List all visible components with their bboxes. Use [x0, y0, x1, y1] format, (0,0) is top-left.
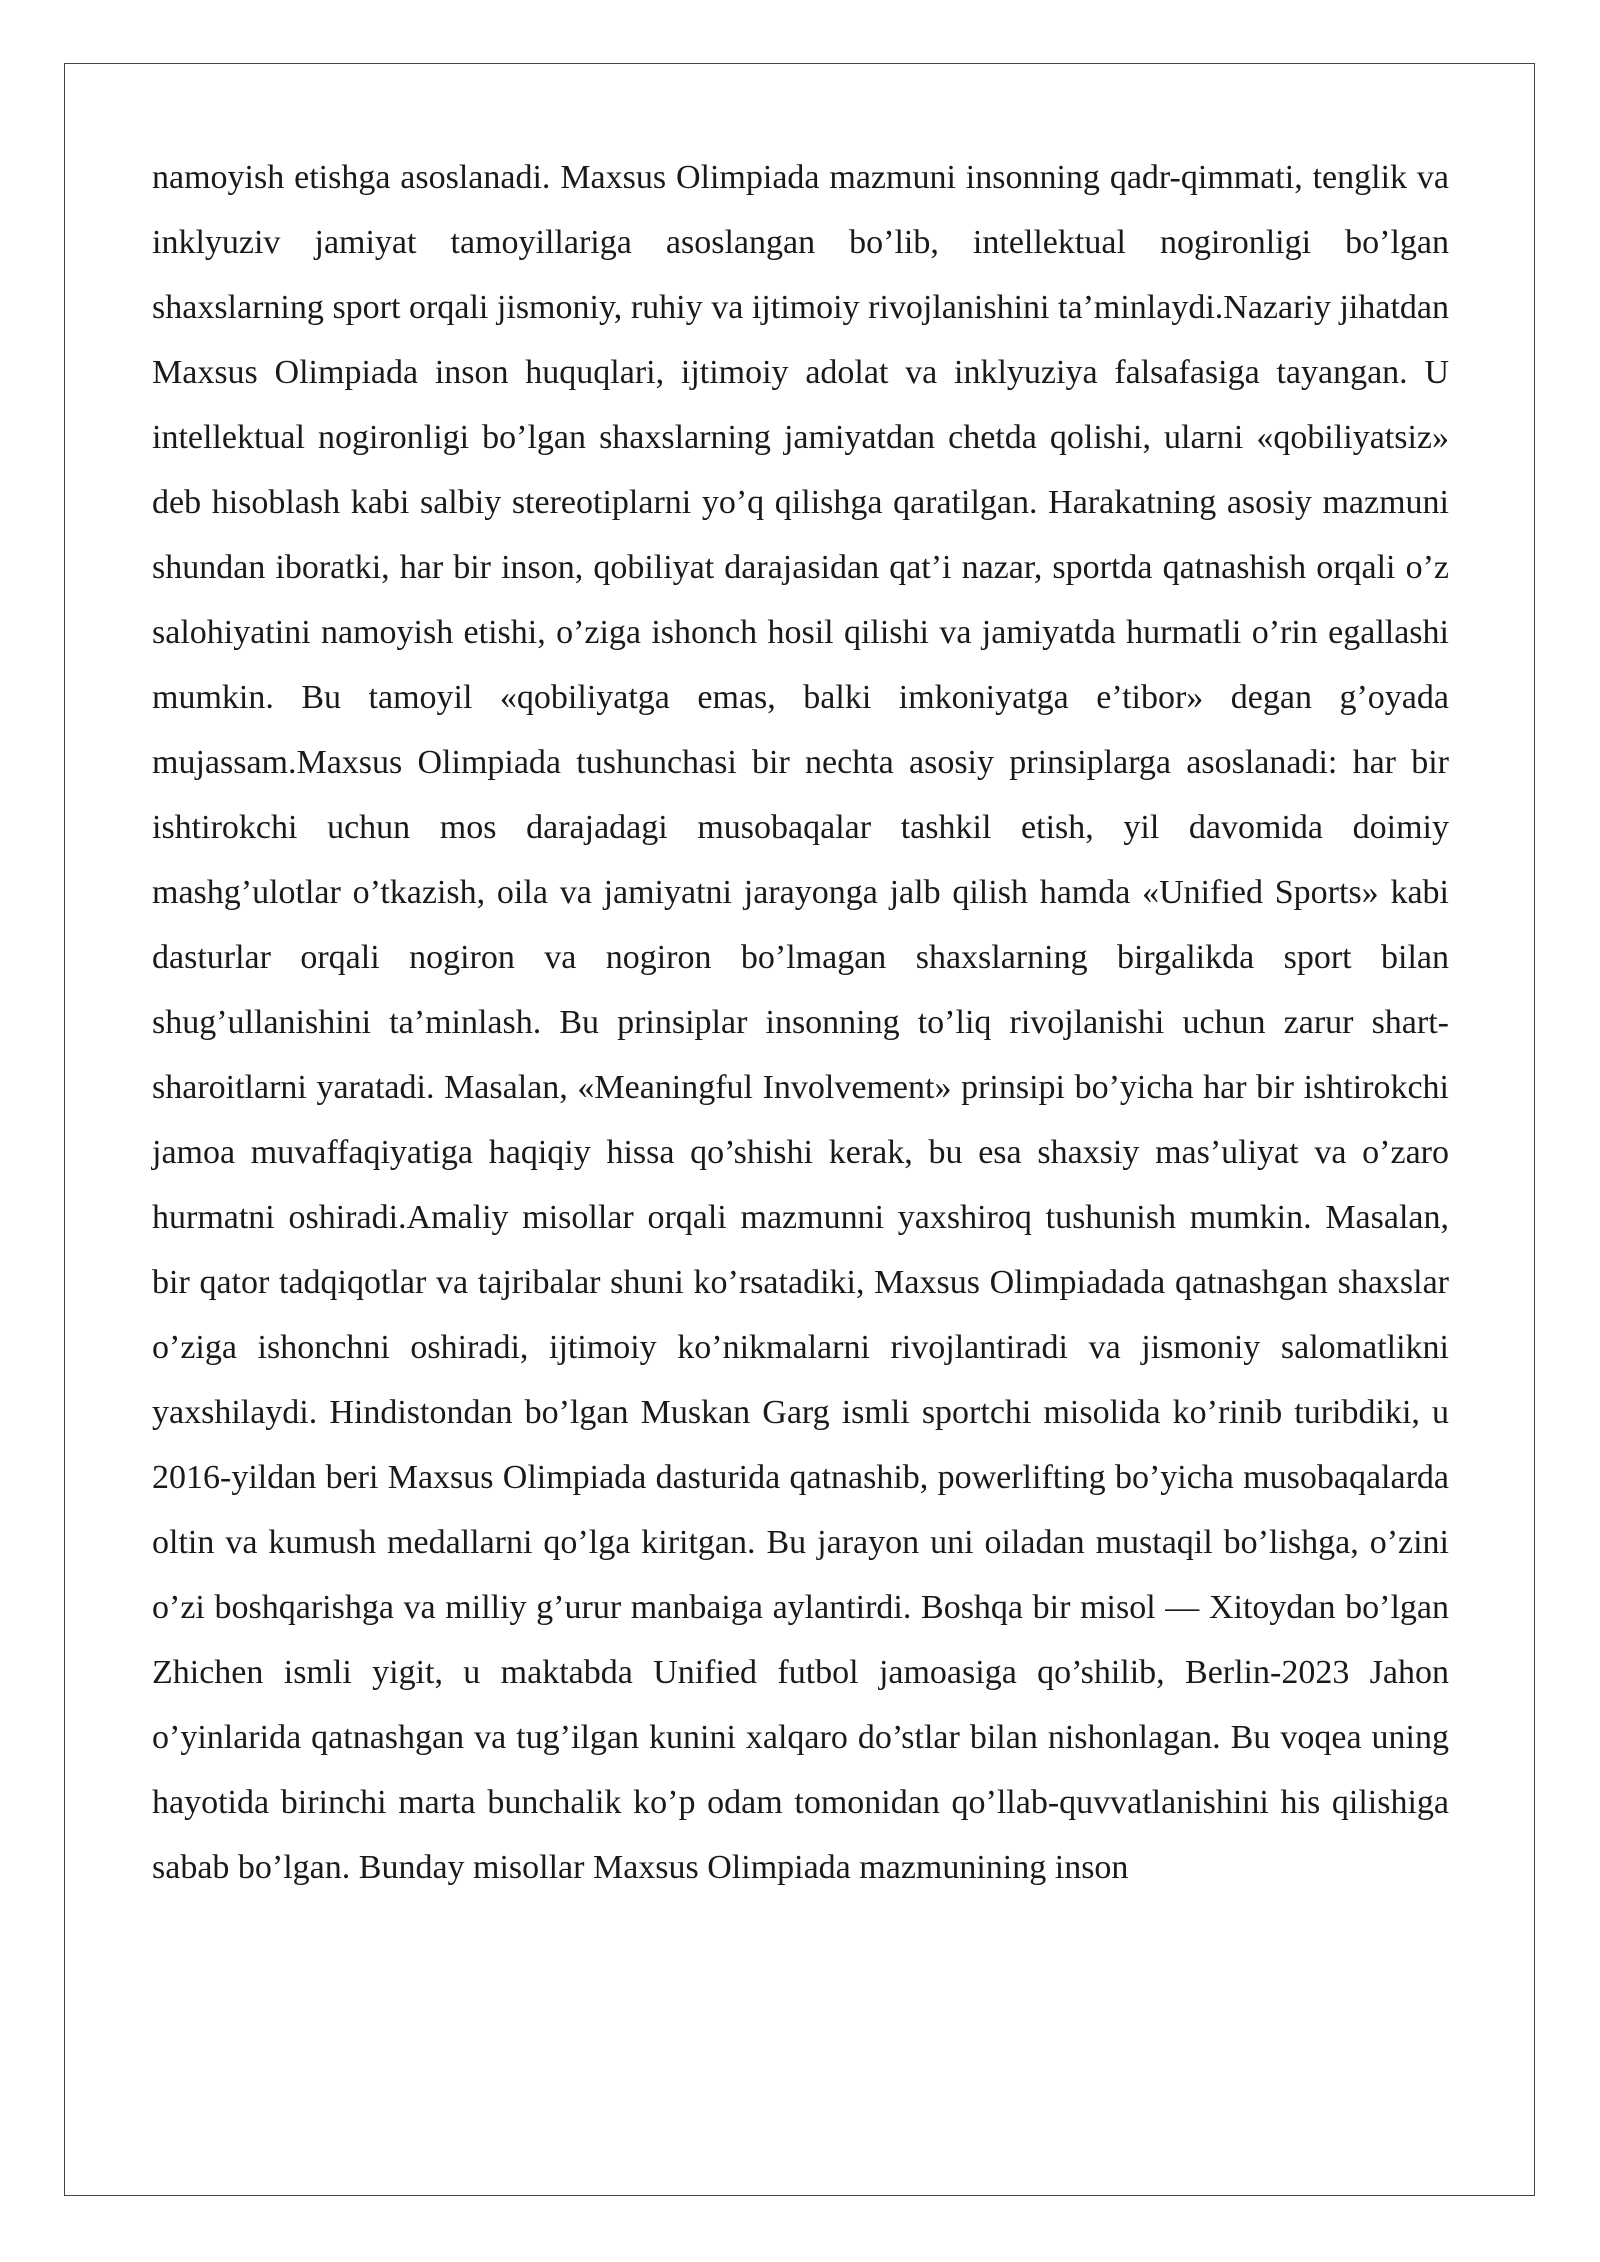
body-paragraph: namoyish etishga asoslanadi. Maxsus Olimpiada mazmuni insonning qadr-qimmati, tenglik va inklyuziv jamiyat tamoyillariga asoslangan bo’lib, intellektual nogironligi bo’lgan shaxslarning sport orqali jismoniy, ruhiy va ijtimoiy rivojlanishini ta’minlaydi.Nazariy jihatdan Maxsus Olimpiada inson huquqlari, ijtimoiy adolat va inklyuziya falsafasiga tayangan. U intellektual nogironligi bo’lgan shaxslarning jamiyatdan chetda qolishi, ularni «qobiliyatsiz» deb hisoblash kabi salbiy stereotiplarni yo’q qilishga qaratilgan. Harakatning asosiy mazmuni shundan iboratki, har bir inson, qobiliyat darajasidan qat’i nazar, sportda qatnashish orqali o’z salohiyatini namoyish etishi, o’ziga ishonch hosil qilishi va jamiyatda hurmatli o’rin egallashi mumkin. Bu tamoyil «qobiliyatga emas, balki imkoniyatga e’tibor» degan g’oyada mujassam.Maxsus Olimpiada tushunchasi bir nechta asosiy prinsiplarga asoslanadi: har bir ishtirokchi uchun mos darajadagi musobaqalar tashkil etish, yil davomida doimiy mashg’ulotlar o’tkazish, oila va jamiyatni jarayonga jalb qilish hamda «Unified Sports» kabi dasturlar orqali nogiron va nogiron bo’lmagan shaxslarning birgalikda sport bilan shug’ullanishini ta’minlash. Bu prinsiplar insonning to’liq rivojlanishi uchun zarur shart-sharoitlarni yaratadi. Masalan, «Meaningful Involvement» prinsipi bo’yicha har bir ishtirokchi jamoa muvaffaqiyatiga haqiqiy hissa qo’shishi kerak, bu esa shaxsiy mas’uliyat va o’zaro hurmatni oshiradi.Amaliy misollar orqali mazmunni yaxshiroq tushunish mumkin. Masalan, bir qator tadqiqotlar va tajribalar shuni ko’rsatadiki, Maxsus Olimpiadada qatnashgan shaxslar o’ziga ishonchni oshiradi, ijtimoiy ko’nikmalarni rivojlantiradi va jismoniy salomatlikni yaxshilaydi. Hindistondan bo’lgan Muskan Garg ismli sportchi misolida ko’rinib turibdiki, u 2016-yildan beri Maxsus Olimpiada dasturida qatnashib, powerlifting bo’yicha musobaqalarda oltin va kumush medallarni qo’lga kiritgan. Bu jarayon uni oiladan mustaqil bo’lishga, o’zini o’zi boshqarishga va milliy g’urur manbaiga aylantirdi. Boshqa bir misol — Xitoydan bo’lgan Zhichen ismli yigit, u maktabda Unified futbol jamoasiga qo’shilib, Berlin-2023 Jahon o’yinlarida qatnashgan va tug’ilgan kunini xalqaro do’stlar bilan nishonlagan. Bu voqea uning hayotida birinchi marta bunchalik ko’p odam tomonidan qo’llab-quvvatlanishini his qilishiga sabab bo’lgan. Bunday misollar Maxsus Olimpiada mazmunining inson [152, 159, 1449, 1886]
